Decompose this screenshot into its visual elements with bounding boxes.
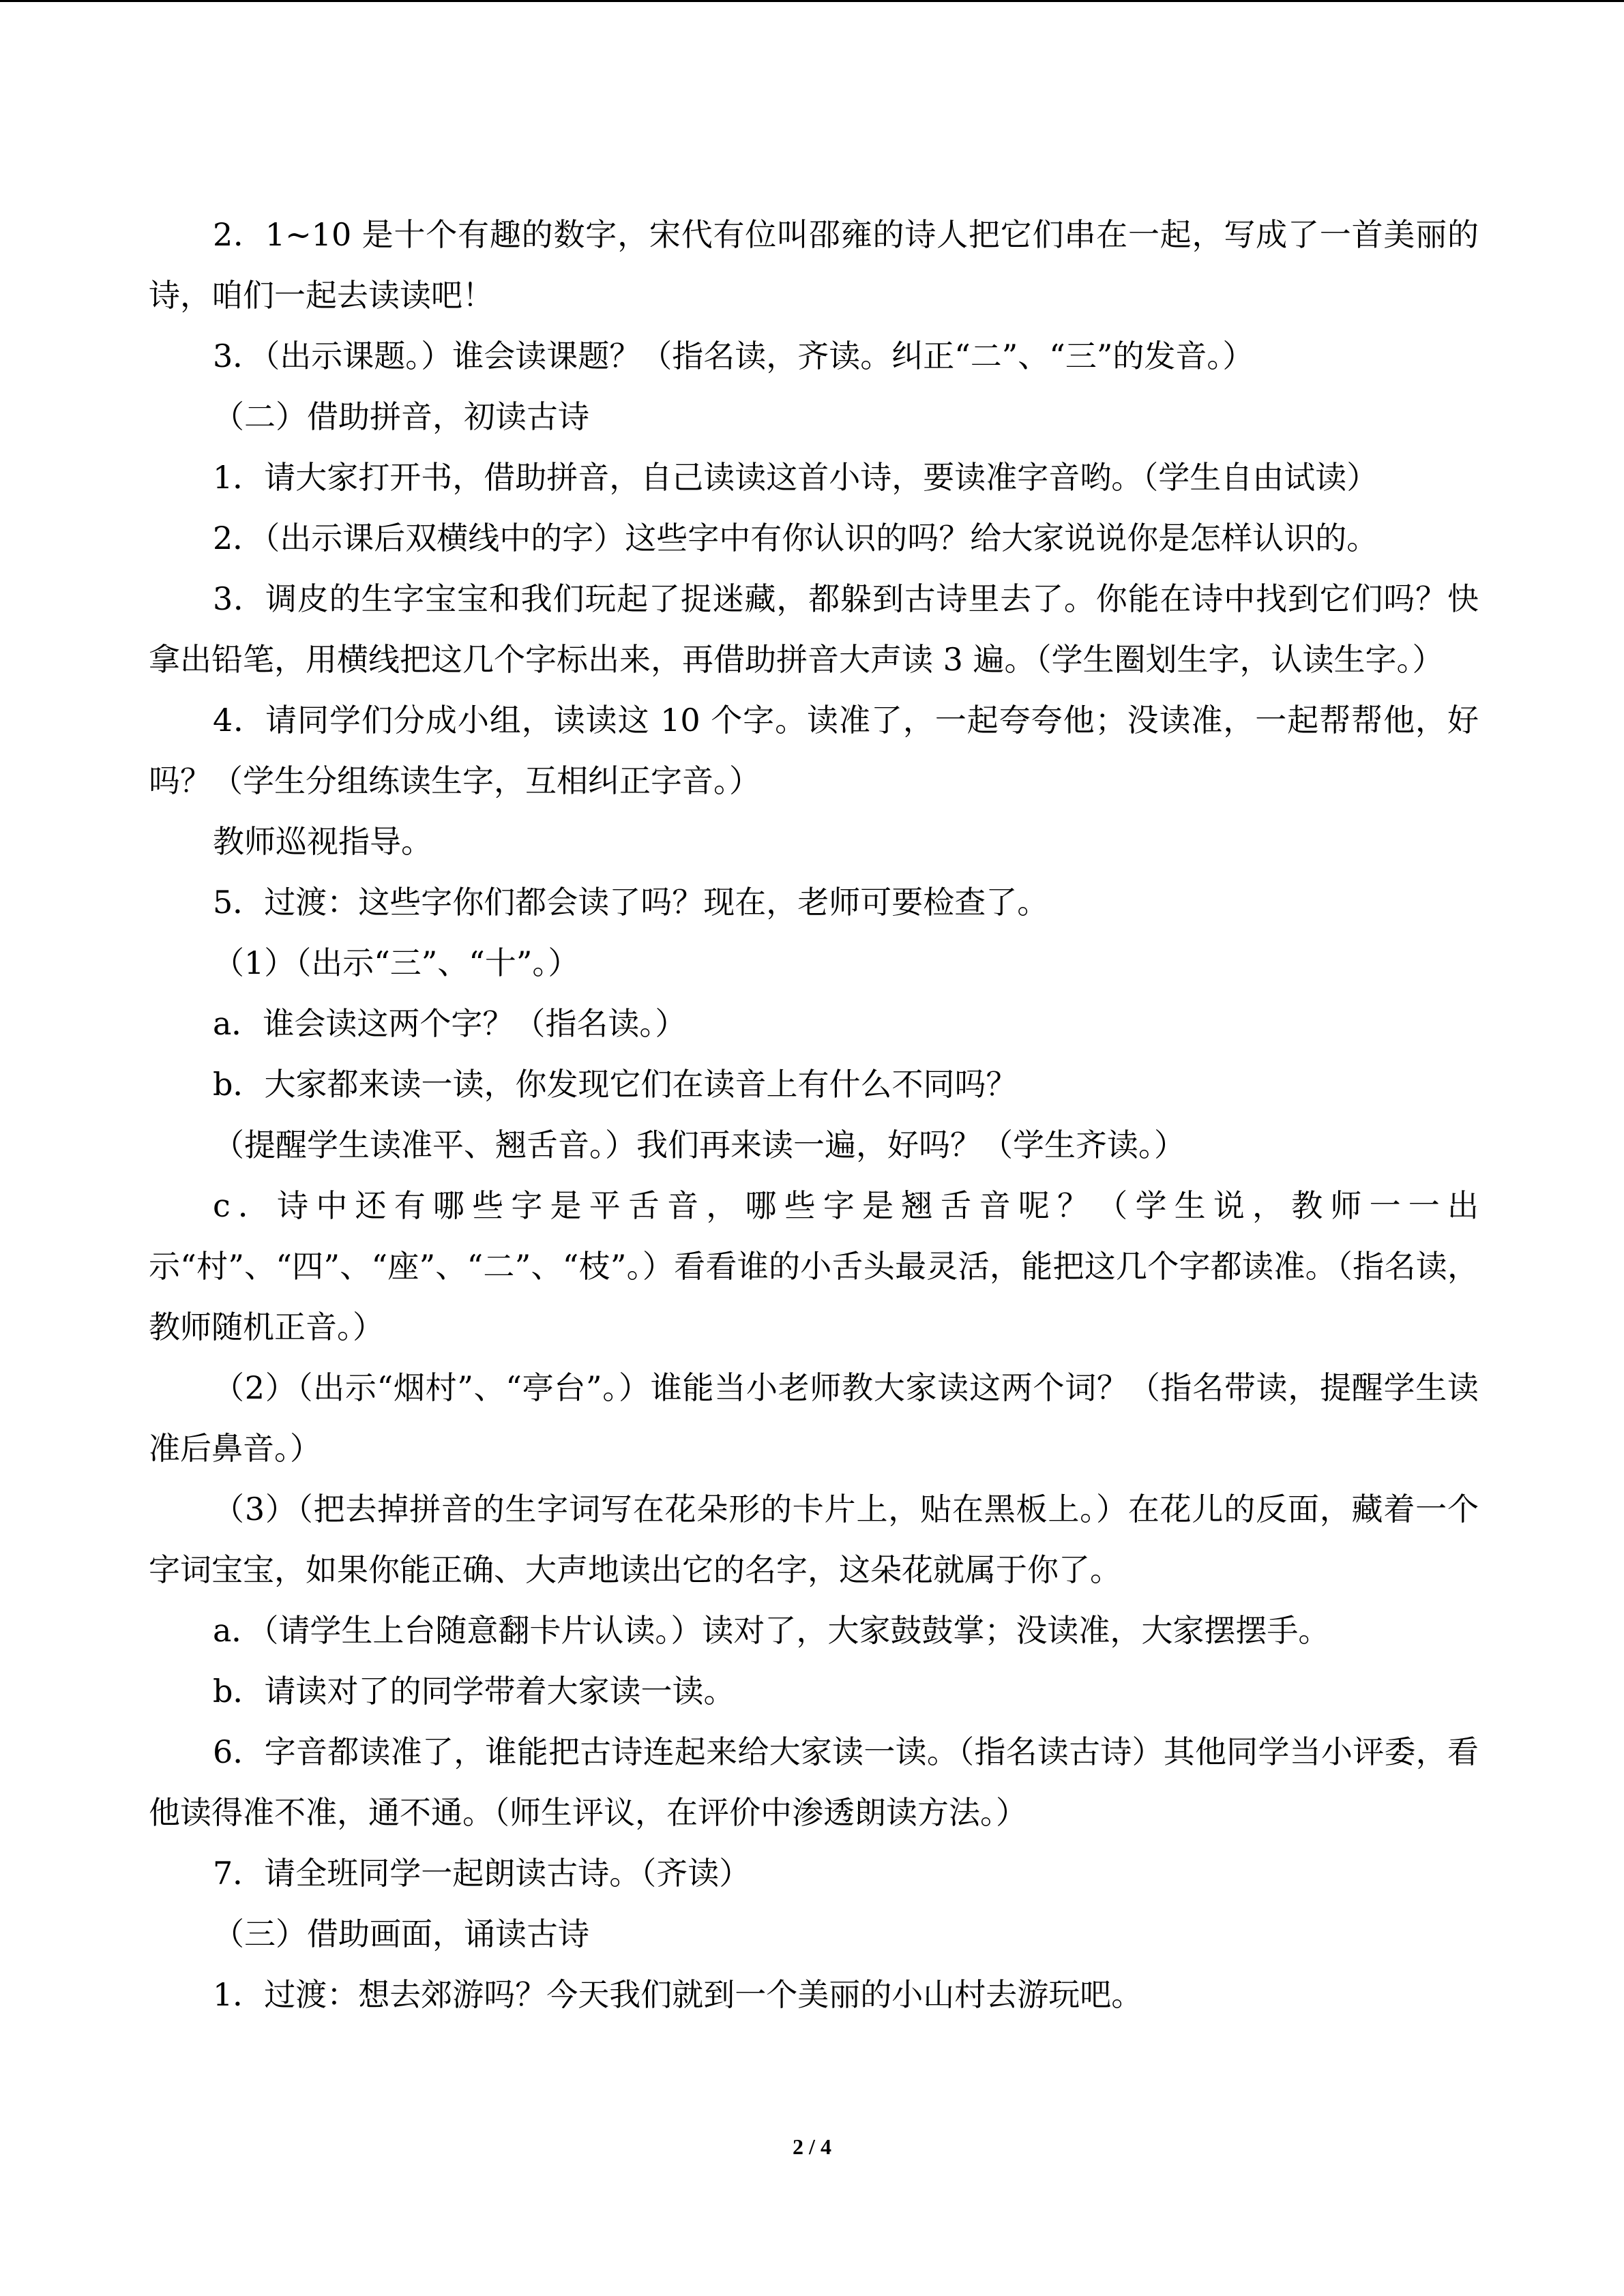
document-body	[149, 205, 1479, 2025]
paragraph: b．大家都来读一读，你发现它们在读音上有什么不同吗？	[213, 1066, 1018, 1103]
paragraph: 教师巡视指导。	[213, 823, 432, 860]
paragraph: 1．过渡：想去郊游吗？今天我们就到一个美丽的小山村去游玩吧。	[213, 1976, 1143, 2013]
paragraph: 3．（出示课题。）谁会读课题？（指名读，齐读。纠正“二”、“三”的发音。）	[213, 338, 1254, 374]
section-heading: （二）借助拼音，初读古诗	[213, 398, 589, 435]
paragraph: 3．调皮的生字宝宝和我们玩起了捉迷藏，都躲到古诗里去了。你能在诗中找到它们吗？快拿出铅笔，用横线把这几个字标出来，再借助拼音大声读 3 遍。（学生圈划生字，认读生字。）	[149, 580, 1479, 678]
paragraph: 2．（出示课后双横线中的字）这些字中有你认识的吗？给大家说说你是怎样认识的。	[213, 520, 1378, 556]
page-number: 2 / 4	[793, 2134, 831, 2159]
paragraph: 2．1~10 是十个有趣的数字，宋代有位叫邵雍的诗人把它们串在一起，写成了一首美丽的诗，咱们一起去读读吧！	[149, 216, 1479, 314]
paragraph: （3）（把去掉拼音的生字词写在花朵形的卡片上，贴在黑板上。）在花儿的反面，藏着一个字词宝宝，如果你能正确、大声地读出它的名字，这朵花就属于你了。	[149, 1491, 1479, 1588]
paragraph: c．诗中还有哪些字是平舌音，哪些字是翘舌音呢？（学生说，教师一一出示“村”、“四”、“座”、“二”、“枝”。）看看谁的小舌头最灵活，能把这几个字都读准。（指名读，教师随机正音。）	[149, 1187, 1479, 1345]
sub-item: （1）（出示“三”、“十”。）	[213, 944, 580, 981]
paragraph: a．谁会读这两个字？（指名读。）	[213, 1005, 687, 1042]
paragraph: （2）（出示“烟村”、“亭台”。）谁能当小老师教大家读这两个词？（指名带读，提醒学生读准后鼻音。）	[149, 1369, 1479, 1467]
paragraph: 5．过渡：这些字你们都会读了吗？现在，老师可要检查了。	[213, 884, 1049, 921]
paragraph: 6．字音都读准了，谁能把古诗连起来给大家读一读。（指名读古诗）其他同学当小评委，看他读得准不准，通不通。（师生评议，在评价中渗透朗读方法。）	[149, 1733, 1479, 1831]
paragraph: 4．请同学们分成小组，读读这 10 个字。读准了，一起夸夸他；没读准，一起帮帮他，好吗？（学生分组练读生字，互相纠正字音。）	[149, 702, 1479, 799]
paragraph: 7．请全班同学一起朗读古诗。（齐读）	[213, 1855, 751, 1892]
sub-item: （提醒学生读准平、翘舌音。）我们再来读一遍，好吗？（学生齐读。）	[213, 1127, 1185, 1163]
top-border-line	[0, 0, 1624, 2]
section-heading: （三）借助画面，诵读古诗	[213, 1915, 589, 1952]
paragraph: b．请读对了的同学带着大家读一读。	[213, 1673, 735, 1710]
paragraph: a．（请学生上台随意翻卡片认读。）读对了，大家鼓鼓掌；没读准，大家摆摆手。	[213, 1612, 1330, 1649]
paragraph: 1．请大家打开书，借助拼音，自己读读这首小诗，要读准字音哟。（学生自由试读）	[213, 459, 1378, 496]
